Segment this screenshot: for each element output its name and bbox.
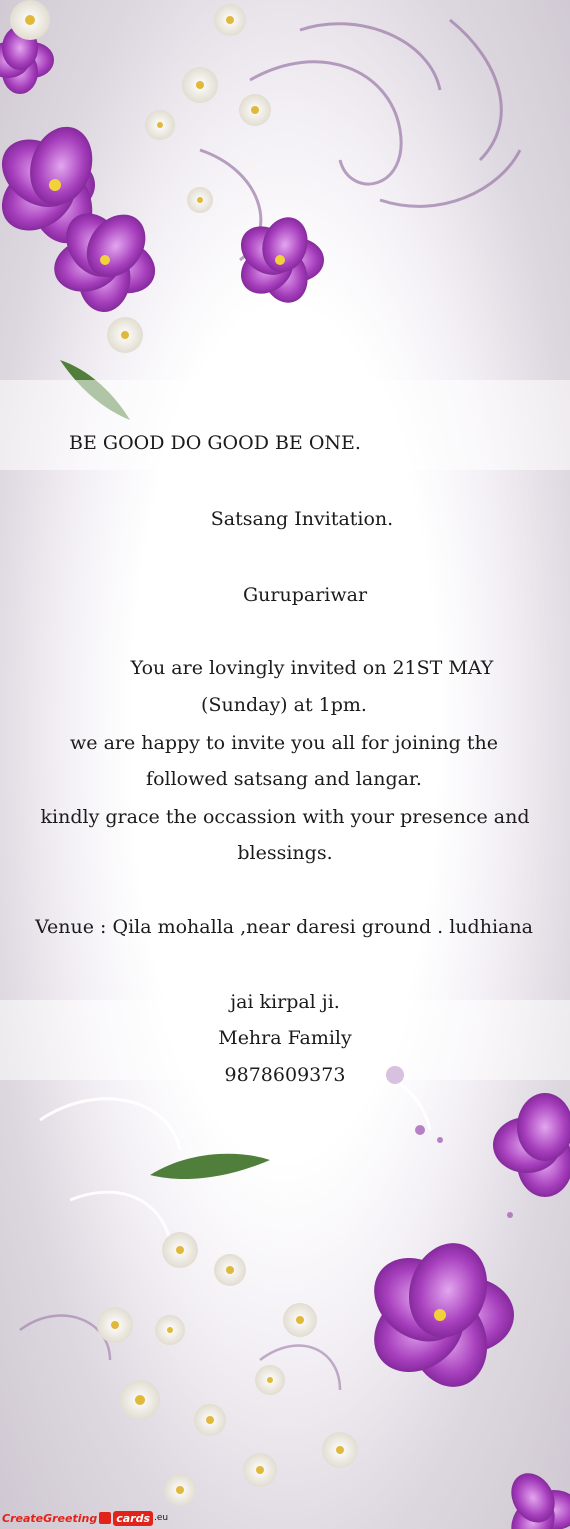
watermark-text-3: .eu xyxy=(154,1513,169,1523)
invitation-title: Satsang Invitation. xyxy=(210,508,394,530)
group-name: Gurupariwar xyxy=(242,584,368,606)
closing-text: jai kirpal ji. xyxy=(230,991,340,1013)
phone-number: 9878609373 xyxy=(224,1064,346,1086)
happy-line-2: followed satsang and langar. xyxy=(146,768,422,790)
watermark-text-1: CreateGreeting xyxy=(2,1511,98,1525)
top-floral-decoration xyxy=(0,0,570,470)
venue-text: Venue : Qila mohalla ,near daresi ground . ludhiana xyxy=(35,916,533,938)
motto-text: BE GOOD DO GOOD BE ONE. xyxy=(69,432,361,454)
watermark-text-2: cards xyxy=(113,1511,153,1526)
grace-line-1: kindly grace the occassion with your presence and xyxy=(40,806,530,828)
white-flower-icon xyxy=(97,1232,358,1506)
happy-line-1: we are happy to invite you all for joining the xyxy=(70,732,498,754)
gift-icon xyxy=(99,1512,111,1524)
leaf-icon xyxy=(150,1154,270,1179)
purple-flower-icon xyxy=(358,1093,570,1529)
family-name: Mehra Family xyxy=(218,1027,352,1049)
grace-line-2: blessings. xyxy=(237,842,333,864)
site-watermark-logo xyxy=(2,1508,168,1528)
invite-time-line: (Sunday) at 1pm. xyxy=(201,694,367,716)
invite-date-line: You are lovingly invited on 21ST MAY xyxy=(130,657,494,679)
